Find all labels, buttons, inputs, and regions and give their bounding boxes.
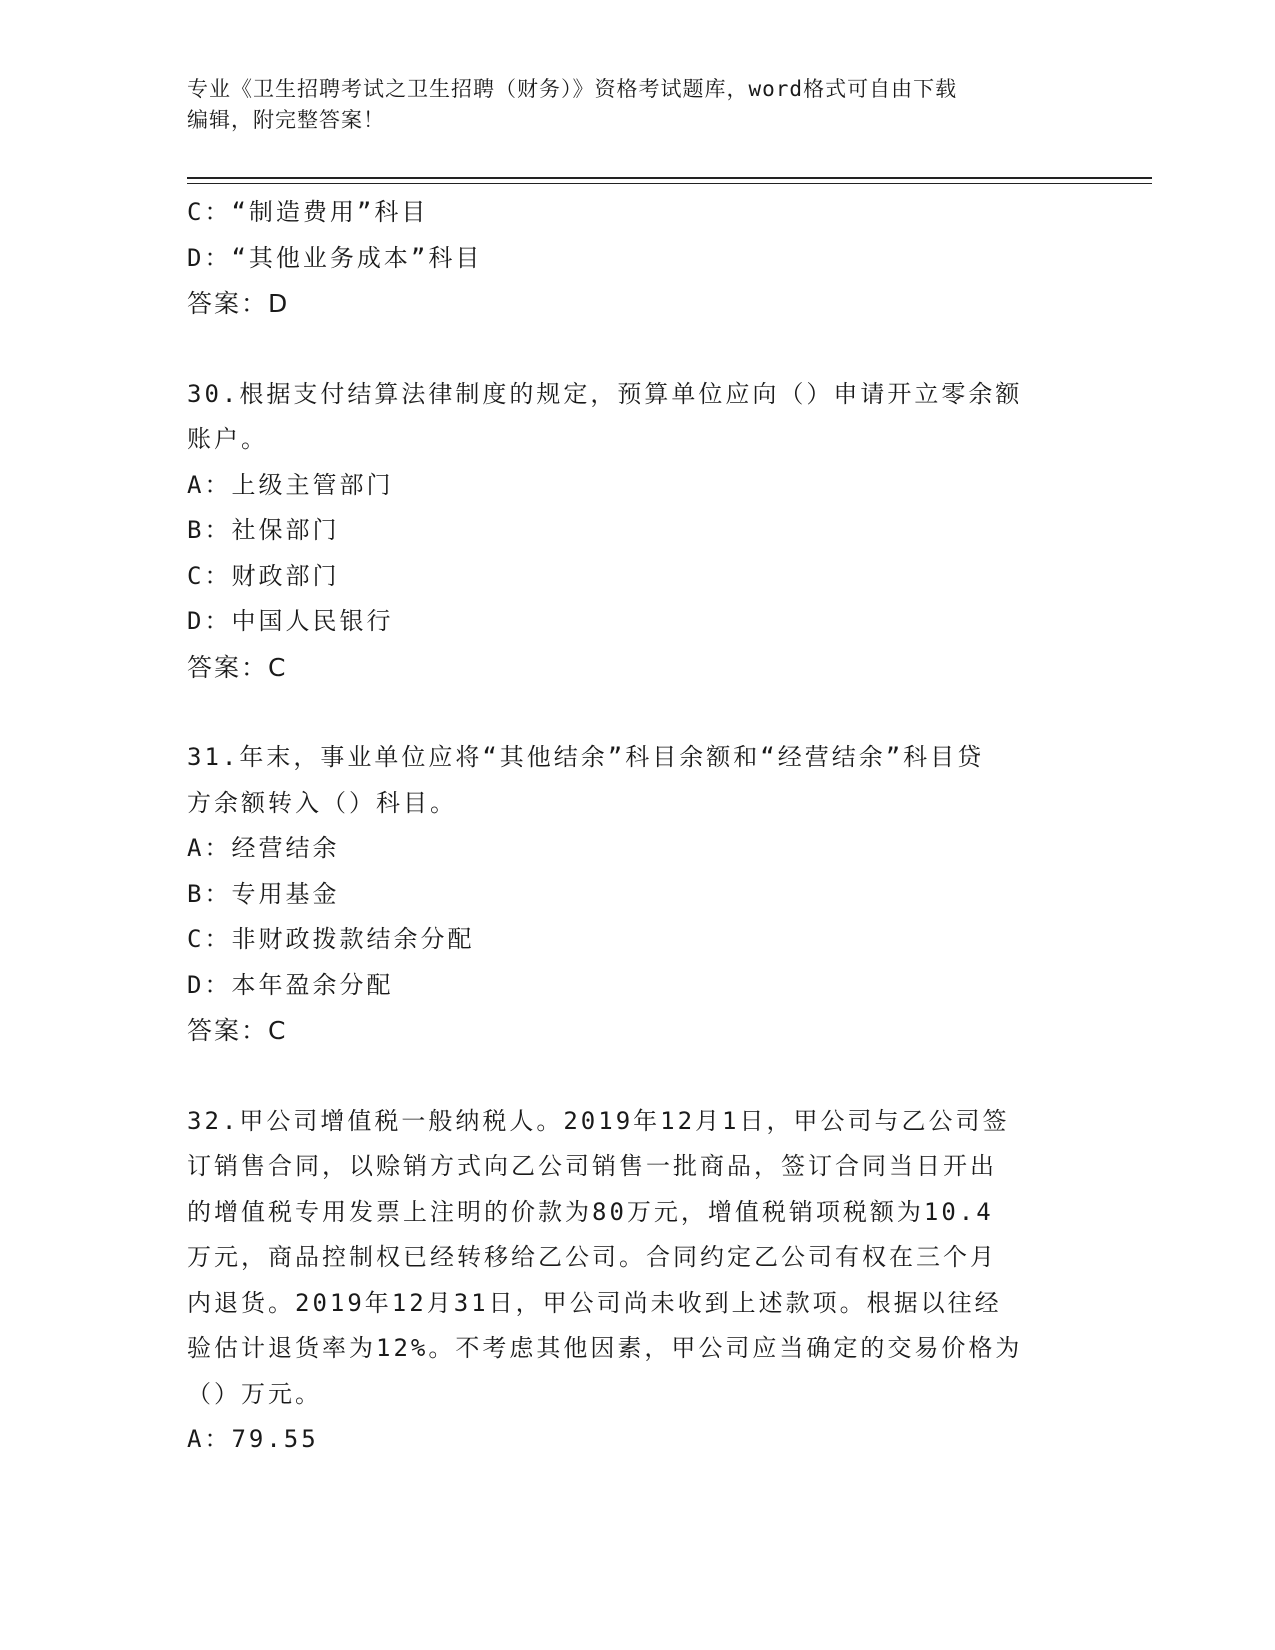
question-stem <box>187 735 1087 826</box>
option-a: A：经营结余 <box>187 834 340 862</box>
stem-line: 订销售合同，以赊销方式向乙公司销售一批商品，签订合同当日开出 <box>187 1152 997 1180</box>
option-c: C：财政部门 <box>187 561 340 590</box>
header-line-1: 专业《卫生招聘考试之卫生招聘（财务）》资格考试题库，word格式可自由下载 <box>187 77 958 101</box>
answer-line: 答案：C <box>187 652 288 682</box>
question-31 <box>187 735 1087 1054</box>
stem-line: 内退货。2019年12月31日，甲公司尚未收到上述款项。根据以往经 <box>187 1288 1002 1317</box>
stem-line: 账户。 <box>187 425 268 453</box>
stem-line: 31.年末，事业单位应将“其他结余”科目余额和“经营结余”科目贷 <box>187 743 985 771</box>
option-a: A：上级主管部门 <box>187 470 394 499</box>
question-stem <box>187 1099 1087 1418</box>
option-d: D：本年盈余分配 <box>187 970 394 999</box>
answer-line: 答案：D <box>187 289 290 318</box>
option-c: C：非财政拨款结余分配 <box>187 925 475 953</box>
stem-line: 验估计退货率为12%。不考虑其他因素，甲公司应当确定的交易价格为 <box>187 1334 1023 1362</box>
option-d: D：中国人民银行 <box>187 607 394 635</box>
stem-line: 32.甲公司增值税一般纳税人。2019年12月1日，甲公司与乙公司签 <box>187 1106 1010 1135</box>
header-divider-thick <box>187 177 1152 179</box>
question-stem <box>187 372 1087 463</box>
header-divider-thin <box>187 183 1152 184</box>
answer-line: 答案：C <box>187 1016 288 1045</box>
option-d: D：“其他业务成本”科目 <box>187 243 483 272</box>
stem-line: （）万元。 <box>187 1379 322 1408</box>
option-b: B：社保部门 <box>187 516 340 544</box>
option-b: B：专用基金 <box>187 879 340 908</box>
stem-line: 万元，商品控制权已经转移给乙公司。合同约定乙公司有权在三个月 <box>187 1243 997 1271</box>
header-line-2: 编辑，附完整答案！ <box>187 108 385 132</box>
stem-line: 方余额转入（）科目。 <box>187 788 457 817</box>
stem-line: 30.根据支付结算法律制度的规定，预算单位应向（）申请开立零余额 <box>187 379 1023 408</box>
question-list <box>187 190 1087 1463</box>
question-30 <box>187 372 1087 691</box>
question-32 <box>187 1099 1087 1463</box>
option-c: C：“制造费用”科目 <box>187 198 429 226</box>
question-29-continued <box>187 190 1087 327</box>
document-header <box>187 74 1067 136</box>
option-a: A：79.55 <box>187 1425 319 1453</box>
stem-line: 的增值税专用发票上注明的价款为80万元，增值税销项税额为10.4 <box>187 1197 994 1226</box>
